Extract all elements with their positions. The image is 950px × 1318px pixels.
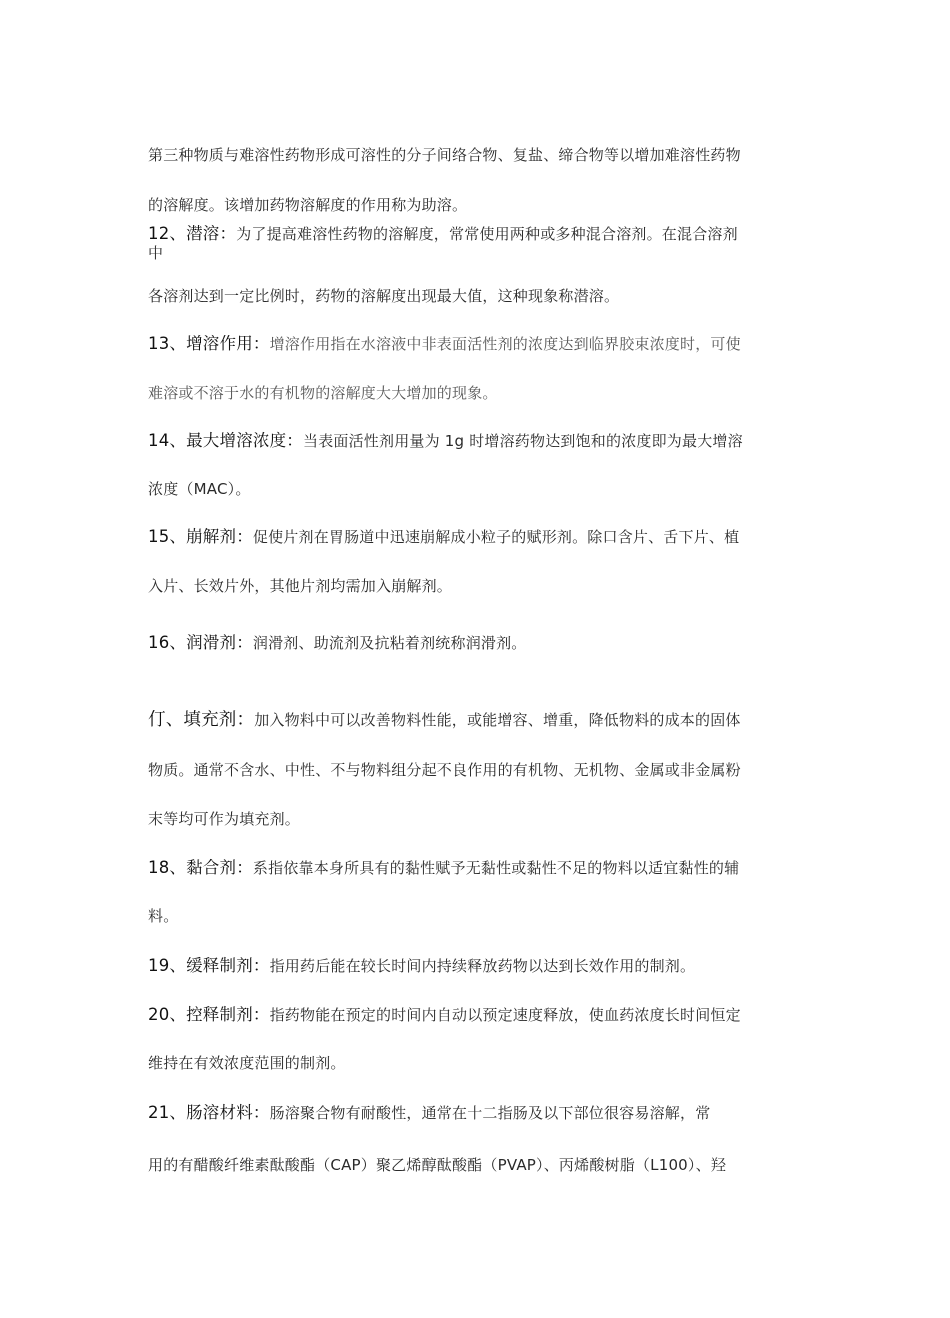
paragraph-line: 维持在有效浓度范围的制剂。 xyxy=(148,1054,346,1072)
definition-text: 指用药后能在较长时间内持续释放药物以达到长效作用的制剂。 xyxy=(269,957,696,975)
term-label: 16、润滑剂： xyxy=(148,633,253,652)
definition-13 xyxy=(148,335,741,353)
definition-18 xyxy=(148,859,739,877)
paragraph-line: 各溶剂达到一定比例时，药物的溶解度出现最大值，这种现象称潜溶。 xyxy=(148,287,620,305)
definition-text: 系指依靠本身所具有的黏性赋予无黏性或黏性不足的物料以适宜黏性的辅 xyxy=(252,859,740,877)
definition-14 xyxy=(148,432,743,450)
term-label: 19、缓释制剂： xyxy=(148,956,270,975)
definition-text: 增溶作用指在水溶液中非表面活性剂的浓度达到临界胶束浓度时，可使 xyxy=(269,335,741,353)
definition-17 xyxy=(148,711,741,729)
term-label: 20、控释制剂： xyxy=(148,1005,270,1024)
paragraph-line: 中 xyxy=(148,244,164,262)
definition-16 xyxy=(148,634,527,652)
paragraph-line: 末等均可作为填充剂。 xyxy=(148,810,301,828)
term-label: 14、最大增溶浓度： xyxy=(148,431,303,450)
definition-text: 指药物能在预定的时间内自动以预定速度释放，使血药浓度长时间恒定 xyxy=(269,1006,741,1024)
definition-15 xyxy=(148,528,739,546)
term-label: 18、黏合剂： xyxy=(148,858,253,877)
definition-19 xyxy=(148,957,695,975)
term-label: 仃、填充剂： xyxy=(148,710,255,730)
paragraph-line: 难溶或不溶于水的有机物的溶解度大大增加的现象。 xyxy=(148,384,498,402)
paragraph-line: 的溶解度。该增加药物溶解度的作用称为助溶。 xyxy=(148,196,468,214)
definition-20 xyxy=(148,1006,741,1024)
paragraph-line: 料。 xyxy=(148,907,179,925)
definition-text: 当表面活性剂用量为 1g 时增溶药物达到饱和的浓度即为最大增溶 xyxy=(303,432,743,450)
definition-text: 促使片剂在胃肠道中迅速崩解成小粒子的赋形剂。除口含片、舌下片、植 xyxy=(252,528,740,546)
paragraph-line: 浓度（MAC）。 xyxy=(148,480,251,498)
definition-12 xyxy=(148,225,738,243)
paragraph-line: 入片、长效片外，其他片剂均需加入崩解剂。 xyxy=(148,577,453,595)
term-label: 21、肠溶材料： xyxy=(148,1103,270,1122)
definition-text: 加入物料中可以改善物料性能，或能增容、增重，降低物料的成本的固体 xyxy=(254,711,741,729)
term-label: 15、崩解剂： xyxy=(148,527,253,546)
paragraph-line: 物质。通常不含水、中性、不与物料组分起不良作用的有机物、无机物、金属或非金属粉 xyxy=(148,761,741,779)
paragraph-line: 第三种物质与难溶性药物形成可溶性的分子间络合物、复盐、缔合物等以增加难溶性药物 xyxy=(148,146,741,164)
definition-21 xyxy=(148,1104,710,1122)
definition-text: 肠溶聚合物有耐酸性，通常在十二指肠及以下部位很容易溶解，常 xyxy=(269,1104,711,1122)
definition-text: 润滑剂、助流剂及抗粘着剂统称润滑剂。 xyxy=(252,634,527,652)
term-label: 12、潜溶： xyxy=(148,224,237,243)
definition-text: 为了提高难溶性药物的溶解度，常常使用两种或多种混合溶剂。在混合溶剂 xyxy=(236,225,738,243)
paragraph-line: 用的有醋酸纤维素酞酸酯（CAP）聚乙烯醇酞酸酯（PVAP）、丙烯酸树脂（L100）、羟 xyxy=(148,1156,727,1174)
term-label: 13、增溶作用： xyxy=(148,334,270,353)
